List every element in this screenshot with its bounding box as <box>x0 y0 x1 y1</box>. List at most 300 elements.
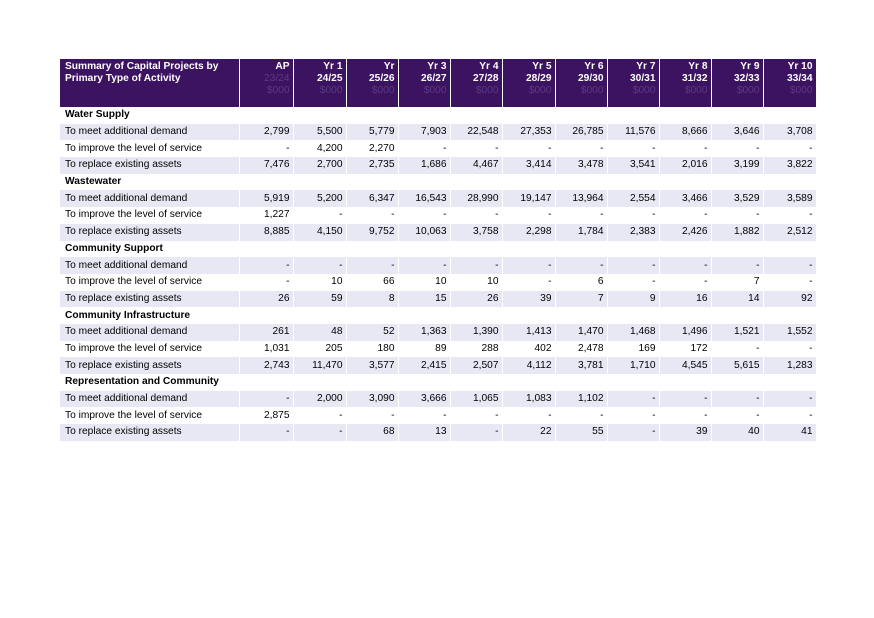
value-cell: 3,822 <box>763 157 816 174</box>
value-cell: - <box>659 274 711 291</box>
column-header <box>239 59 293 107</box>
empty-cell <box>555 307 607 324</box>
empty-cell <box>555 107 607 124</box>
empty-cell <box>346 107 398 124</box>
value-cell: 3,758 <box>450 224 502 241</box>
value-cell: 2,426 <box>659 224 711 241</box>
value-cell: - <box>711 257 763 274</box>
empty-cell <box>398 107 450 124</box>
value-cell: 39 <box>659 424 711 441</box>
value-cell: 1,470 <box>555 324 607 341</box>
value-cell: - <box>659 140 711 157</box>
value-cell: 5,779 <box>346 124 398 141</box>
value-cell: 16,543 <box>398 190 450 207</box>
value-cell: 8 <box>346 291 398 308</box>
empty-cell <box>293 241 346 258</box>
column-period-label: 26/27 <box>421 73 447 84</box>
value-cell: - <box>607 407 659 424</box>
value-cell: - <box>763 341 816 358</box>
value-cell: 1,363 <box>398 324 450 341</box>
value-cell: 1,065 <box>450 391 502 408</box>
value-cell: 5,919 <box>239 190 293 207</box>
value-cell: 1,521 <box>711 324 763 341</box>
empty-cell <box>239 241 293 258</box>
value-cell: 59 <box>293 291 346 308</box>
value-cell: 2,270 <box>346 140 398 157</box>
column-header <box>398 59 450 107</box>
row-label: To meet additional demand <box>60 324 239 341</box>
value-cell: 3,414 <box>502 157 555 174</box>
table-row <box>60 207 816 224</box>
value-cell: - <box>659 257 711 274</box>
table-body <box>60 107 816 441</box>
value-cell: - <box>239 140 293 157</box>
value-cell: - <box>607 207 659 224</box>
empty-cell <box>711 307 763 324</box>
value-cell: - <box>659 391 711 408</box>
value-cell: - <box>346 257 398 274</box>
section-title: Community Support <box>60 241 239 258</box>
value-cell: - <box>607 274 659 291</box>
value-cell: 89 <box>398 341 450 358</box>
value-cell: 26 <box>450 291 502 308</box>
value-cell: 10 <box>450 274 502 291</box>
value-cell: 7,476 <box>239 157 293 174</box>
value-cell: 205 <box>293 341 346 358</box>
value-cell: 27,353 <box>502 124 555 141</box>
empty-cell <box>239 174 293 191</box>
value-cell: - <box>763 257 816 274</box>
value-cell: 288 <box>450 341 502 358</box>
empty-cell <box>555 174 607 191</box>
empty-cell <box>346 374 398 391</box>
value-cell: - <box>763 274 816 291</box>
value-cell: 2,799 <box>239 124 293 141</box>
empty-cell <box>502 107 555 124</box>
value-cell: 7,903 <box>398 124 450 141</box>
value-cell: 10 <box>398 274 450 291</box>
column-period-label: 31/32 <box>682 73 708 84</box>
value-cell: - <box>555 140 607 157</box>
empty-cell <box>293 107 346 124</box>
value-cell: - <box>763 407 816 424</box>
value-cell: - <box>607 424 659 441</box>
value-cell: 3,646 <box>711 124 763 141</box>
value-cell: 10 <box>293 274 346 291</box>
value-cell: - <box>711 140 763 157</box>
column-year-label: Yr 10 <box>787 61 813 72</box>
value-cell: - <box>346 407 398 424</box>
row-label: To replace existing assets <box>60 291 239 308</box>
value-cell: 3,478 <box>555 157 607 174</box>
value-cell: 3,577 <box>346 357 398 374</box>
empty-cell <box>239 374 293 391</box>
empty-cell <box>293 174 346 191</box>
value-cell: 6,347 <box>346 190 398 207</box>
empty-cell <box>711 374 763 391</box>
value-cell: 52 <box>346 324 398 341</box>
value-cell: 4,150 <box>293 224 346 241</box>
value-cell: 7 <box>711 274 763 291</box>
value-cell: 39 <box>502 291 555 308</box>
value-cell: 9,752 <box>346 224 398 241</box>
value-cell: 40 <box>711 424 763 441</box>
empty-cell <box>398 174 450 191</box>
table-row <box>60 157 816 174</box>
column-year-label: Yr 4 <box>479 61 499 72</box>
value-cell: 66 <box>346 274 398 291</box>
value-cell: 180 <box>346 341 398 358</box>
value-cell: - <box>502 257 555 274</box>
column-period-label: 28/29 <box>526 73 552 84</box>
empty-cell <box>346 307 398 324</box>
empty-cell <box>398 374 450 391</box>
empty-cell <box>450 374 502 391</box>
value-cell: 41 <box>763 424 816 441</box>
column-period-label: 27/28 <box>473 73 499 84</box>
row-label: To replace existing assets <box>60 224 239 241</box>
row-label: To meet additional demand <box>60 257 239 274</box>
column-unit-label: $000 <box>266 85 290 96</box>
column-header <box>450 59 502 107</box>
column-year-label: Yr 9 <box>740 61 760 72</box>
column-period-label: 30/31 <box>630 73 656 84</box>
column-unit-label: $000 <box>789 85 813 96</box>
value-cell: - <box>555 407 607 424</box>
column-period-label: 32/33 <box>734 73 760 84</box>
value-cell: 26 <box>239 291 293 308</box>
column-year-label: Yr 1 <box>323 61 343 72</box>
empty-cell <box>239 107 293 124</box>
row-label: To improve the level of service <box>60 207 239 224</box>
value-cell: 3,781 <box>555 357 607 374</box>
value-cell: - <box>239 391 293 408</box>
column-header <box>346 59 398 107</box>
value-cell: 9 <box>607 291 659 308</box>
value-cell: 2,735 <box>346 157 398 174</box>
value-cell: 13 <box>398 424 450 441</box>
value-cell: - <box>763 140 816 157</box>
value-cell: 68 <box>346 424 398 441</box>
empty-cell <box>293 307 346 324</box>
row-label: To improve the level of service <box>60 274 239 291</box>
value-cell: 19,147 <box>502 190 555 207</box>
section-title: Community Infrastructure <box>60 307 239 324</box>
empty-cell <box>659 241 711 258</box>
value-cell: - <box>293 257 346 274</box>
empty-cell <box>659 307 711 324</box>
column-header <box>293 59 346 107</box>
value-cell: - <box>711 407 763 424</box>
value-cell: 1,552 <box>763 324 816 341</box>
value-cell: - <box>398 257 450 274</box>
value-cell: - <box>239 424 293 441</box>
value-cell: 1,882 <box>711 224 763 241</box>
row-label: To improve the level of service <box>60 140 239 157</box>
table-row <box>60 341 816 358</box>
column-header <box>711 59 763 107</box>
empty-cell <box>711 241 763 258</box>
empty-cell <box>398 307 450 324</box>
value-cell: 22,548 <box>450 124 502 141</box>
empty-cell <box>607 307 659 324</box>
row-label: To replace existing assets <box>60 424 239 441</box>
column-header <box>502 59 555 107</box>
value-cell: 11,470 <box>293 357 346 374</box>
value-cell: - <box>659 207 711 224</box>
value-cell: 8,885 <box>239 224 293 241</box>
value-cell: 3,666 <box>398 391 450 408</box>
table-row <box>60 224 816 241</box>
column-period-label: 29/30 <box>578 73 604 84</box>
column-unit-label: $000 <box>371 85 395 96</box>
value-cell: 4,467 <box>450 157 502 174</box>
value-cell: - <box>293 424 346 441</box>
value-cell: - <box>711 341 763 358</box>
value-cell: 1,710 <box>607 357 659 374</box>
column-period-label: 24/25 <box>317 73 343 84</box>
value-cell: 3,541 <box>607 157 659 174</box>
empty-cell <box>450 174 502 191</box>
empty-cell <box>398 241 450 258</box>
value-cell: 4,200 <box>293 140 346 157</box>
empty-cell <box>293 374 346 391</box>
column-year-label: Yr 7 <box>636 61 656 72</box>
row-label: To meet additional demand <box>60 124 239 141</box>
column-year-label: Yr 3 <box>427 61 447 72</box>
value-cell: 28,990 <box>450 190 502 207</box>
value-cell: 172 <box>659 341 711 358</box>
value-cell: 3,090 <box>346 391 398 408</box>
table-row <box>60 190 816 207</box>
column-period-label: 23/24 <box>264 73 290 84</box>
value-cell: 5,615 <box>711 357 763 374</box>
value-cell: - <box>607 391 659 408</box>
row-label: To improve the level of service <box>60 341 239 358</box>
row-label: To meet additional demand <box>60 391 239 408</box>
column-unit-label: $000 <box>580 85 604 96</box>
value-cell: 14 <box>711 291 763 308</box>
value-cell: 4,545 <box>659 357 711 374</box>
value-cell: 7 <box>555 291 607 308</box>
empty-cell <box>239 307 293 324</box>
value-cell: - <box>555 257 607 274</box>
value-cell: 26,785 <box>555 124 607 141</box>
value-cell: - <box>450 257 502 274</box>
table-row <box>60 257 816 274</box>
value-cell: 1,686 <box>398 157 450 174</box>
value-cell: - <box>398 140 450 157</box>
column-year-label: Yr 8 <box>688 61 708 72</box>
section-header-row <box>60 307 816 324</box>
value-cell: - <box>398 407 450 424</box>
column-header <box>555 59 607 107</box>
value-cell: 92 <box>763 291 816 308</box>
value-cell: 55 <box>555 424 607 441</box>
section-header-row <box>60 107 816 124</box>
value-cell: 1,227 <box>239 207 293 224</box>
value-cell: 1,031 <box>239 341 293 358</box>
column-header <box>607 59 659 107</box>
row-label: To replace existing assets <box>60 357 239 374</box>
value-cell: 169 <box>607 341 659 358</box>
value-cell: 3,466 <box>659 190 711 207</box>
column-unit-label: $000 <box>319 85 343 96</box>
empty-cell <box>607 107 659 124</box>
value-cell: - <box>450 207 502 224</box>
value-cell: 2,554 <box>607 190 659 207</box>
table-row <box>60 391 816 408</box>
empty-cell <box>711 174 763 191</box>
value-cell: 22 <box>502 424 555 441</box>
value-cell: - <box>659 407 711 424</box>
capital-projects-table <box>60 59 817 441</box>
value-cell: - <box>711 207 763 224</box>
empty-cell <box>502 307 555 324</box>
empty-cell <box>607 374 659 391</box>
section-header-row <box>60 241 816 258</box>
column-year-label: AP <box>275 61 290 72</box>
column-period-label: 25/26 <box>369 73 395 84</box>
empty-cell <box>763 241 816 258</box>
value-cell: 3,529 <box>711 190 763 207</box>
value-cell: - <box>502 207 555 224</box>
column-year-label: Yr 5 <box>532 61 552 72</box>
empty-cell <box>659 374 711 391</box>
value-cell: 16 <box>659 291 711 308</box>
value-cell: 8,666 <box>659 124 711 141</box>
value-cell: 1,784 <box>555 224 607 241</box>
column-unit-label: $000 <box>632 85 656 96</box>
column-header <box>763 59 816 107</box>
value-cell: 15 <box>398 291 450 308</box>
value-cell: - <box>711 391 763 408</box>
value-cell: 2,743 <box>239 357 293 374</box>
table-title: Summary of Capital Projects by Primary Type of Activity <box>60 59 239 107</box>
column-period-label: 33/34 <box>787 73 813 84</box>
table-row <box>60 424 816 441</box>
value-cell: 2,875 <box>239 407 293 424</box>
value-cell: 4,112 <box>502 357 555 374</box>
value-cell: 2,478 <box>555 341 607 358</box>
value-cell: 6 <box>555 274 607 291</box>
table-row <box>60 407 816 424</box>
empty-cell <box>659 174 711 191</box>
column-unit-label: $000 <box>684 85 708 96</box>
value-cell: 402 <box>502 341 555 358</box>
value-cell: - <box>239 274 293 291</box>
column-unit-label: $000 <box>736 85 760 96</box>
empty-cell <box>450 107 502 124</box>
table-row <box>60 291 816 308</box>
value-cell: 3,708 <box>763 124 816 141</box>
column-unit-label: $000 <box>528 85 552 96</box>
value-cell: 2,000 <box>293 391 346 408</box>
column-year-label: Yr <box>383 61 395 72</box>
value-cell: 2,016 <box>659 157 711 174</box>
value-cell: - <box>450 140 502 157</box>
empty-cell <box>346 174 398 191</box>
value-cell: 1,468 <box>607 324 659 341</box>
value-cell: - <box>555 207 607 224</box>
empty-cell <box>763 174 816 191</box>
value-cell: 1,496 <box>659 324 711 341</box>
value-cell: - <box>502 140 555 157</box>
value-cell: - <box>346 207 398 224</box>
value-cell: 1,102 <box>555 391 607 408</box>
empty-cell <box>555 374 607 391</box>
empty-cell <box>763 374 816 391</box>
empty-cell <box>607 174 659 191</box>
table-row <box>60 324 816 341</box>
column-unit-label: $000 <box>423 85 447 96</box>
value-cell: 2,507 <box>450 357 502 374</box>
value-cell: - <box>607 257 659 274</box>
value-cell: - <box>502 407 555 424</box>
value-cell: - <box>398 207 450 224</box>
value-cell: - <box>763 207 816 224</box>
empty-cell <box>502 241 555 258</box>
value-cell: 10,063 <box>398 224 450 241</box>
row-label: To replace existing assets <box>60 157 239 174</box>
empty-cell <box>555 241 607 258</box>
table-header-row <box>60 59 816 107</box>
value-cell: 2,298 <box>502 224 555 241</box>
value-cell: 5,200 <box>293 190 346 207</box>
table-row <box>60 124 816 141</box>
value-cell: 2,700 <box>293 157 346 174</box>
empty-cell <box>607 241 659 258</box>
empty-cell <box>659 107 711 124</box>
section-header-row <box>60 374 816 391</box>
value-cell: 1,283 <box>763 357 816 374</box>
empty-cell <box>450 241 502 258</box>
empty-cell <box>763 107 816 124</box>
value-cell: - <box>293 207 346 224</box>
table-row <box>60 357 816 374</box>
section-title: Water Supply <box>60 107 239 124</box>
value-cell: 2,415 <box>398 357 450 374</box>
value-cell: 2,383 <box>607 224 659 241</box>
value-cell: 11,576 <box>607 124 659 141</box>
table-row <box>60 274 816 291</box>
section-header-row <box>60 174 816 191</box>
row-label: To improve the level of service <box>60 407 239 424</box>
value-cell: - <box>239 257 293 274</box>
value-cell: - <box>763 391 816 408</box>
empty-cell <box>502 374 555 391</box>
column-header <box>659 59 711 107</box>
empty-cell <box>346 241 398 258</box>
value-cell: 5,500 <box>293 124 346 141</box>
value-cell: 1,083 <box>502 391 555 408</box>
table-row <box>60 140 816 157</box>
value-cell: - <box>450 407 502 424</box>
value-cell: 3,199 <box>711 157 763 174</box>
column-unit-label: $000 <box>475 85 499 96</box>
value-cell: - <box>293 407 346 424</box>
column-year-label: Yr 6 <box>584 61 604 72</box>
value-cell: 261 <box>239 324 293 341</box>
value-cell: - <box>607 140 659 157</box>
value-cell: - <box>450 424 502 441</box>
value-cell: 1,390 <box>450 324 502 341</box>
value-cell: - <box>502 274 555 291</box>
empty-cell <box>450 307 502 324</box>
row-label: To meet additional demand <box>60 190 239 207</box>
value-cell: 2,512 <box>763 224 816 241</box>
value-cell: 13,964 <box>555 190 607 207</box>
